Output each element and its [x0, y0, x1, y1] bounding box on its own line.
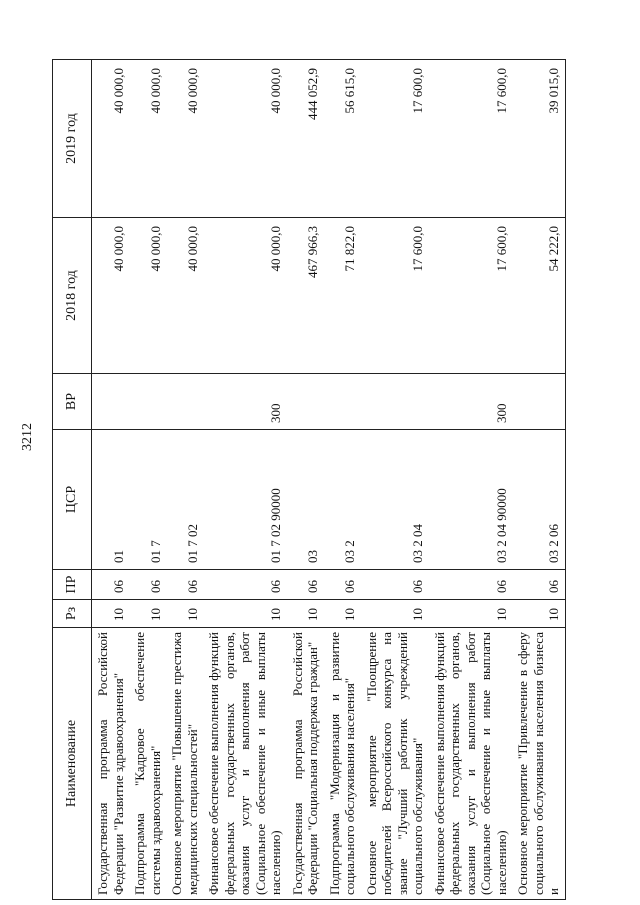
row-vr [287, 374, 324, 430]
row-pr: 06 [512, 570, 565, 600]
row-2019: 39 015,0 [512, 60, 565, 218]
row-2018: 40 000,0 [166, 218, 203, 374]
table-row [92, 60, 130, 900]
row-pr: 06 [129, 570, 166, 600]
row-pr: 06 [166, 570, 203, 600]
table-row [324, 60, 361, 900]
table-header-row [53, 60, 92, 900]
row-2019: 40 000,0 [129, 60, 166, 218]
row-name: Государственная программа Российской Федерации "Развитие здравоохранения" [92, 628, 130, 900]
header-name: Наименование [53, 628, 92, 900]
row-name: Подпрограмма "Модернизация и развитие социального обслуживания населения" [324, 628, 361, 900]
row-name: Финансовое обеспечение выполнения функций федеральных государственных органов, оказания услуг и выполнения работ (Социальное обеспечение и иные выплаты населению) [203, 628, 287, 900]
row-pr: 06 [287, 570, 324, 600]
row-rz: 10 [287, 600, 324, 628]
table-row [287, 60, 324, 900]
row-name: Финансовое обеспечение выполнения функций федеральных государственных органов, оказания услуг и выполнения работ (Социальное обеспечение и иные выплаты населению) [429, 628, 513, 900]
row-csr: 01 7 02 [166, 430, 203, 570]
row-2019: 40 000,0 [203, 60, 287, 218]
row-rz: 10 [429, 600, 513, 628]
row-csr: 03 2 [324, 430, 361, 570]
row-2018: 54 222,0 [512, 218, 565, 374]
header-2019: 2019 год [53, 60, 92, 218]
page-number: 3212 [20, 423, 35, 451]
row-2019: 40 000,0 [92, 60, 130, 218]
row-vr: 300 [203, 374, 287, 430]
table-row [203, 60, 287, 900]
row-csr: 03 2 04 90000 [429, 430, 513, 570]
row-name: Основное мероприятие "Привлечение в сферу социального обслуживания населения бизнеса и [512, 628, 565, 900]
row-vr [129, 374, 166, 430]
header-2018: 2018 год [53, 218, 92, 374]
row-name: Подпрограмма "Кадровое обеспечение системы здравоохранения" [129, 628, 166, 900]
row-csr: 03 2 06 [512, 430, 565, 570]
row-pr: 06 [429, 570, 513, 600]
row-csr: 03 [287, 430, 324, 570]
row-vr [92, 374, 130, 430]
row-pr: 06 [361, 570, 429, 600]
header-pr: ПР [53, 570, 92, 600]
row-rz: 10 [129, 600, 166, 628]
row-csr: 01 [92, 430, 130, 570]
row-vr [166, 374, 203, 430]
row-vr: 300 [429, 374, 513, 430]
row-2019: 444 052,9 [287, 60, 324, 218]
header-vr: ВР [53, 374, 92, 430]
row-rz: 10 [203, 600, 287, 628]
row-2018: 40 000,0 [92, 218, 130, 374]
row-name: Основное мероприятие "Повышение престижа медицинских специальностей" [166, 628, 203, 900]
row-2019: 17 600,0 [429, 60, 513, 218]
row-rz: 10 [512, 600, 565, 628]
row-vr [324, 374, 361, 430]
table-row [429, 60, 513, 900]
header-rz: Рз [53, 600, 92, 628]
header-csr: ЦСР [53, 430, 92, 570]
row-2018: 467 966,3 [287, 218, 324, 374]
row-csr: 03 2 04 [361, 430, 429, 570]
table-row [512, 60, 565, 900]
row-rz: 10 [361, 600, 429, 628]
budget-table [52, 59, 566, 900]
row-rz: 10 [92, 600, 130, 628]
row-csr: 01 7 [129, 430, 166, 570]
table-row [129, 60, 166, 900]
row-2018: 17 600,0 [429, 218, 513, 374]
row-2018: 40 000,0 [129, 218, 166, 374]
row-vr [361, 374, 429, 430]
row-csr: 01 7 02 90000 [203, 430, 287, 570]
row-2019: 17 600,0 [361, 60, 429, 218]
row-2018: 40 000,0 [203, 218, 287, 374]
row-2018: 17 600,0 [361, 218, 429, 374]
row-name: Основное мероприятие "Поощрение победителей Всероссийского конкурса на звание "Лучший работник учреждений социального обслуживания" [361, 628, 429, 900]
row-name: Государственная программа Российской Федерации "Социальная поддержка граждан" [287, 628, 324, 900]
row-pr: 06 [203, 570, 287, 600]
row-rz: 10 [166, 600, 203, 628]
row-vr [512, 374, 565, 430]
row-2019: 40 000,0 [166, 60, 203, 218]
row-pr: 06 [92, 570, 130, 600]
row-rz: 10 [324, 600, 361, 628]
table-row [166, 60, 203, 900]
budget-table-container [52, 60, 592, 900]
row-pr: 06 [324, 570, 361, 600]
row-2019: 56 615,0 [324, 60, 361, 218]
table-row [361, 60, 429, 900]
row-2018: 71 822,0 [324, 218, 361, 374]
